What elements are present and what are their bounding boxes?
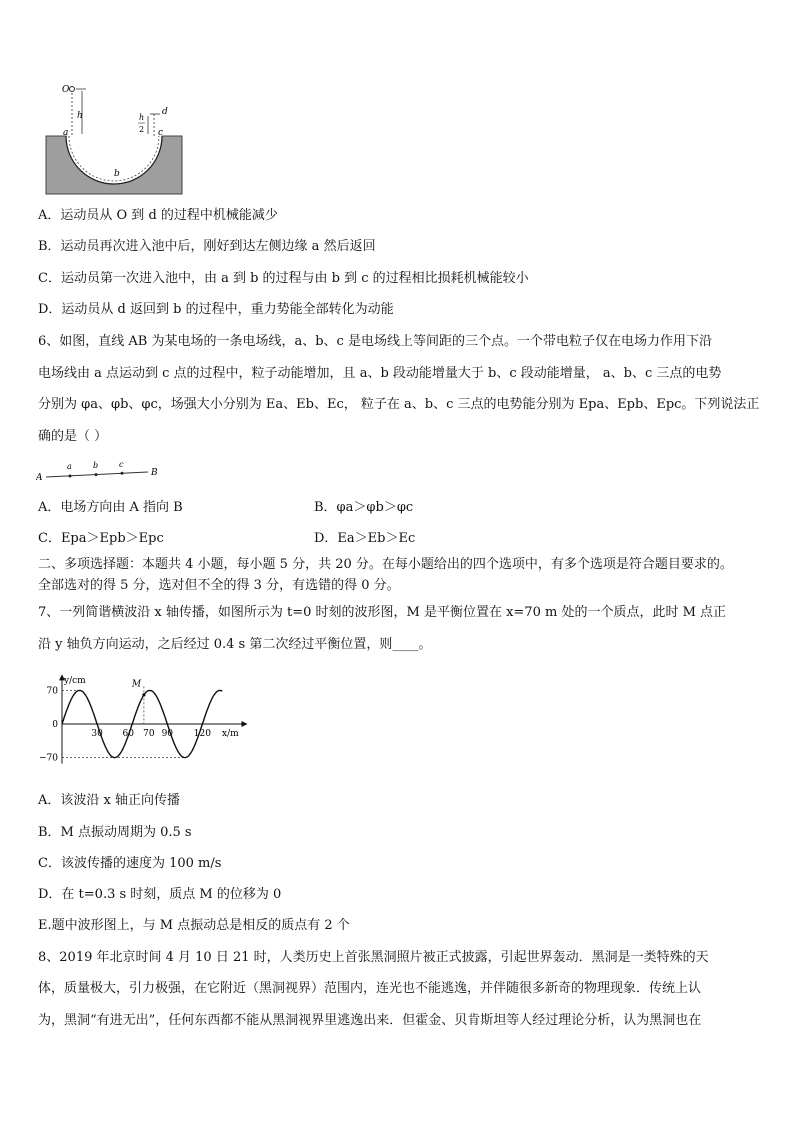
q6-option-d: D．Ea＞Eb＞Ec xyxy=(314,531,416,546)
label-h: h xyxy=(77,111,83,121)
point-c-dot xyxy=(121,472,124,475)
point-M xyxy=(142,693,145,696)
point-O-marker xyxy=(70,87,75,92)
q8-line-2: 体，质量极大，引力极强，在它附近（黑洞视界）范围内，连光也不能逃逸，并伴随很多新奇的物理现象．传统上认 xyxy=(38,981,702,996)
q6-option-c: C．Epa＞Epb＞Epc xyxy=(38,531,164,546)
label-A: A xyxy=(36,473,43,483)
section2-line-2: 全部选对的得 5 分，选对但不全的得 3 分，有选错的得 0 分。 xyxy=(38,578,400,593)
label-h-half-num: h xyxy=(139,113,145,122)
y-tick-label: −70 xyxy=(39,753,58,764)
q6-stem-line-1: 6、如图，直线 AB 为某电场的一条电场线，a、b、c 是电场线上等间距的三个点。一个带电粒子仅在电场力作用下沿 xyxy=(38,334,712,349)
point-a-dot xyxy=(69,475,72,478)
q8-line-1: 8、2019 年北京时间 4 月 10 日 21 时，人类历史上首张黑洞照片被正式披露，引起世界轰动．黑洞是一类特殊的天 xyxy=(38,950,709,965)
label-a: a xyxy=(63,128,69,138)
label-c-point: c xyxy=(119,460,124,469)
q5-option-a: A．运动员从 O 到 d 的过程中机械能减少 xyxy=(38,208,278,223)
x-tick-label: 30 xyxy=(91,729,103,739)
q6-stem-line-2: 电场线由 a 点运动到 c 点的过程中，粒子动能增加，且 a、b 段动能增量大于 b、c 段动能增量， a、b、c 三点的电势 xyxy=(38,366,722,381)
field-line-figure xyxy=(36,460,166,484)
q7-option-e: E.题中波形图上，与 M 点振动总是相反的质点有 2 个 xyxy=(38,918,350,933)
label-h-half-den: 2 xyxy=(139,125,145,134)
x-axis-arrow xyxy=(242,721,248,727)
q7-stem-line-2: 沿 y 轴负方向运动，之后经过 0.4 s 第二次经过平衡位置，则____。 xyxy=(38,637,432,652)
section2-line-1: 二、多项选择题：本题共 4 小题，每小题 5 分，共 20 分。在每小题给出的四个选项中，有多个选项是符合题目要求的。 xyxy=(38,557,733,572)
label-O: O xyxy=(62,85,70,95)
label-b-point: b xyxy=(93,461,99,470)
q6-stem-line-3: 分别为 φa、φb、φc，场强大小分别为 Ea、Eb、Ec， 粒子在 a、b、c 三点的电势能分别为 Epa、Epb、Epc。下列说法正 xyxy=(38,397,760,412)
x-tick-label: 90 xyxy=(161,729,174,739)
label-c: c xyxy=(158,128,164,138)
q6-option-a: A．电场方向由 A 指向 B xyxy=(38,500,183,515)
point-b-dot xyxy=(95,473,98,476)
label-b: b xyxy=(114,169,120,179)
q7-option-d: D．在 t=0.3 s 时刻，质点 M 的位移为 0 xyxy=(38,887,282,902)
y-tick-label: 0 xyxy=(52,720,58,730)
q7-option-b: B．M 点振动周期为 0.5 s xyxy=(38,825,192,840)
wave-ticks xyxy=(39,686,211,763)
pool-figure xyxy=(44,80,184,198)
x-tick-label: 70 xyxy=(143,729,155,739)
x-tick-label: 60 xyxy=(122,729,134,739)
q5-option-c: C．运动员第一次进入池中，由 a 到 b 的过程与由 b 到 c 的过程相比损耗机械能较小 xyxy=(38,271,529,286)
q6-option-b: B．φa＞φb＞φc xyxy=(314,500,414,515)
y-tick-label: 70 xyxy=(46,686,58,697)
q7-stem-line-1: 7、一列简谐横波沿 x 轴传播，如图所示为 t=0 时刻的波形图，M 是平衡位置在 x=70 m 处的一个质点，此时 M 点正 xyxy=(38,605,727,620)
marker-label-M: M xyxy=(131,679,142,690)
label-a-point: a xyxy=(67,462,72,471)
x-axis-label: x/m xyxy=(222,729,239,739)
x-tick-label: 120 xyxy=(193,729,211,739)
q8-line-3: 为，黑洞“有进无出”，任何东西都不能从黑洞视界里逃逸出来．但霍金、贝肯斯坦等人经过理论分析，认为黑洞也在 xyxy=(38,1013,702,1028)
q7-option-a: A．该波沿 x 轴正向传播 xyxy=(38,793,180,808)
label-B: B xyxy=(151,468,158,478)
y-axis-label: y/cm xyxy=(64,676,86,686)
q5-option-b: B．运动员再次进入池中后，刚好到达左侧边缘 a 然后返回 xyxy=(38,239,376,254)
q7-option-c: C．该波传播的速度为 100 m/s xyxy=(38,856,222,871)
q6-stem-line-4: 确的是（ ） xyxy=(38,429,108,444)
q5-option-d: D．运动员从 d 返回到 b 的过程中，重力势能全部转化为动能 xyxy=(38,302,394,317)
wave-chart xyxy=(30,672,250,772)
wave-axes xyxy=(59,674,248,763)
label-d: d xyxy=(162,107,168,117)
